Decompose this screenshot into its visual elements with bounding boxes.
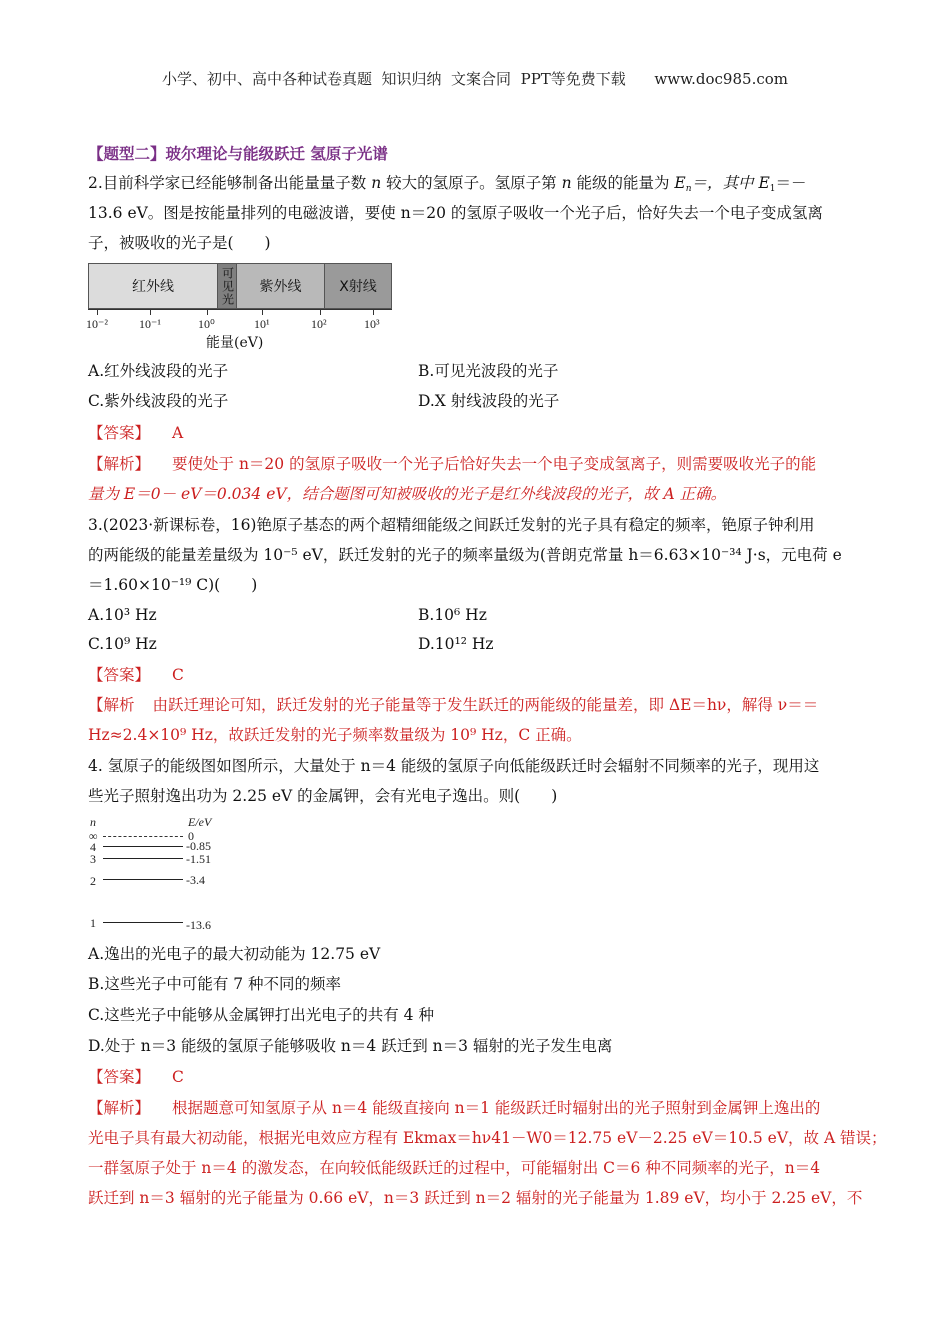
q3-analysis-line2: Hz≈2.4×10⁹ Hz，故跃迁发射的光子频率数量级为 10⁹ Hz，C 正确。	[88, 726, 582, 744]
q3-answer: 【答案】 C	[88, 666, 184, 684]
q2-option-b: B.可见光波段的光子	[418, 362, 559, 380]
level-e-2: -3.4	[186, 873, 205, 887]
level-e-3: -1.51	[186, 852, 211, 866]
q3-analysis-line1: 【解析 由跃迁理论可知，跃迁发射的光子能量等于发生跃迁的两能级的能量差，即 ΔE＝hν，解得 ν＝＝	[88, 696, 819, 714]
q3-option-a: A.10³ Hz	[88, 606, 157, 624]
q3-option-d: D.10¹² Hz	[418, 635, 494, 653]
band-ultraviolet: 紫外线	[236, 263, 325, 309]
band-visible: 可见光	[217, 263, 237, 309]
q2-analysis-line1: 【解析】 要使处于 n＝20 的氢原子吸收一个光子后恰好失去一个电子变成氢离子，则需要吸收光子的能	[88, 455, 817, 473]
q2-stem-line2: 13.6 eV。图是按能量排列的电磁波谱，要使 n＝20 的氢原子吸收一个光子后，恰好失去一个电子变成氢离	[88, 204, 823, 222]
tick-label: 10⁻²	[86, 317, 108, 331]
tick-label: 10⁻¹	[139, 317, 161, 331]
q4-analysis-line3: 一群氢原子处于 n＝4 的激发态，在向较低能级跃迁的过程中，可能辐射出 C＝6 种不同频率的光子，n＝4	[88, 1159, 821, 1177]
energy-col-e: E/eV	[188, 815, 212, 829]
level-line-1	[103, 922, 183, 923]
level-line-2	[103, 879, 183, 880]
q2-answer: 【答案】 A	[88, 424, 184, 442]
q3-stem-line1: 3.(2023·新课标卷，16)铯原子基态的两个超精细能级之间跃迁发射的光子具有稳定的频率，铯原子钟利用	[88, 516, 815, 534]
em-spectrum-figure	[88, 263, 392, 309]
band-infrared: 红外线	[88, 263, 218, 309]
tick-mark	[207, 309, 208, 315]
q4-analysis-line2: 光电子具有最大初动能，根据光电效应方程有 Ekmax＝hν41－W0＝12.75 eV－2.25 eV＝10.5 eV，故 A 错误；	[88, 1129, 887, 1147]
q2-option-c: C.紫外线波段的光子	[88, 392, 229, 410]
level-n-1: 1	[90, 916, 96, 930]
q4-option-a: A.逸出的光电子的最大初动能为 12.75 eV	[88, 945, 381, 963]
q3-stem-line3: ＝1.60×10⁻¹⁹ C)( )	[88, 576, 258, 594]
tick-label: 10²	[311, 317, 327, 331]
q2-stem-line1: 2.目前科学家已经能够制备出能量量子数 n 较大的氢原子。氢原子第 n 能级的能量为 $E_n=$，其中 $E_1=-$	[88, 174, 807, 194]
q4-stem-line2: 些光子照射逸出功为 2.25 eV 的金属钾，会有光电子逸出。则( )	[88, 787, 558, 805]
q2-option-d: D.X 射线波段的光子	[418, 392, 560, 410]
level-line-inf	[103, 836, 183, 837]
tick-mark	[97, 309, 98, 315]
spectrum-axis-label: 能量(eV)	[206, 335, 264, 351]
tick-mark	[373, 309, 374, 315]
q3-stem-line2: 的两能级的能量差量级为 10⁻⁵ eV，跃迁发射的光子的频率量级为(普朗克常量 h＝6.63×10⁻³⁴ J·s，元电荷 e	[88, 546, 842, 564]
tick-label: 10³	[364, 317, 380, 331]
q3-option-c: C.10⁹ Hz	[88, 635, 157, 653]
q3-option-b: B.10⁶ Hz	[418, 606, 487, 624]
tick-label: 10⁰	[198, 317, 215, 331]
spectrum-axis	[88, 309, 392, 310]
tick-mark	[150, 309, 151, 315]
q4-option-c: C.这些光子中能够从金属钾打出光电子的共有 4 种	[88, 1006, 434, 1024]
level-n-3: 3	[90, 852, 96, 866]
level-e-inf: 0	[188, 829, 194, 843]
level-e-1: -13.6	[186, 918, 211, 932]
section-title: 【题型二】玻尔理论与能级跃迁 氢原子光谱	[88, 144, 388, 163]
level-line-4	[103, 846, 183, 847]
q4-analysis-line1: 【解析】 根据题意可知氢原子从 n＝4 能级直接向 n＝1 能级跃迁时辐射出的光子照射到金属钾上逸出的	[88, 1099, 821, 1117]
q4-analysis-line4: 跃迁到 n＝3 辐射的光子能量为 0.66 eV，n＝3 跃迁到 n＝2 辐射的光子能量为 1.89 eV，均小于 2.25 eV，不	[88, 1189, 863, 1207]
level-line-3	[103, 858, 183, 859]
level-e-4: -0.85	[186, 839, 211, 853]
page-header: 小学、初中、高中各种试卷真题 知识归纳 文案合同 PPT等免费下载 www.doc985.com	[161, 70, 788, 88]
q4-answer: 【答案】 C	[88, 1068, 184, 1086]
q4-stem-line1: 4. 氢原子的能级图如图所示，大量处于 n＝4 能级的氢原子向低能级跃迁时会辐射不同频率的光子，现用这	[88, 757, 820, 775]
q2-analysis-line2: 量为 E＝0－ eV＝0.034 eV，结合题图可知被吸收的光子是红外线波段的光子，故 A 正确。	[88, 485, 727, 503]
q4-option-b: B.这些光子中可能有 7 种不同的频率	[88, 975, 342, 993]
tick-mark	[262, 309, 263, 315]
band-xray: X射线	[324, 263, 392, 309]
level-n-inf: ∞	[89, 829, 98, 843]
q4-option-d: D.处于 n＝3 能级的氢原子能够吸收 n＝4 跃迁到 n＝3 辐射的光子发生电离	[88, 1037, 613, 1055]
q2-option-a: A.红外线波段的光子	[88, 362, 229, 380]
q2-stem-line3: 子，被吸收的光子是( )	[88, 234, 271, 252]
level-n-2: 2	[90, 874, 96, 888]
energy-col-n: n	[90, 815, 96, 829]
level-n-4: 4	[90, 840, 96, 854]
tick-mark	[320, 309, 321, 315]
tick-label: 10¹	[254, 317, 270, 331]
